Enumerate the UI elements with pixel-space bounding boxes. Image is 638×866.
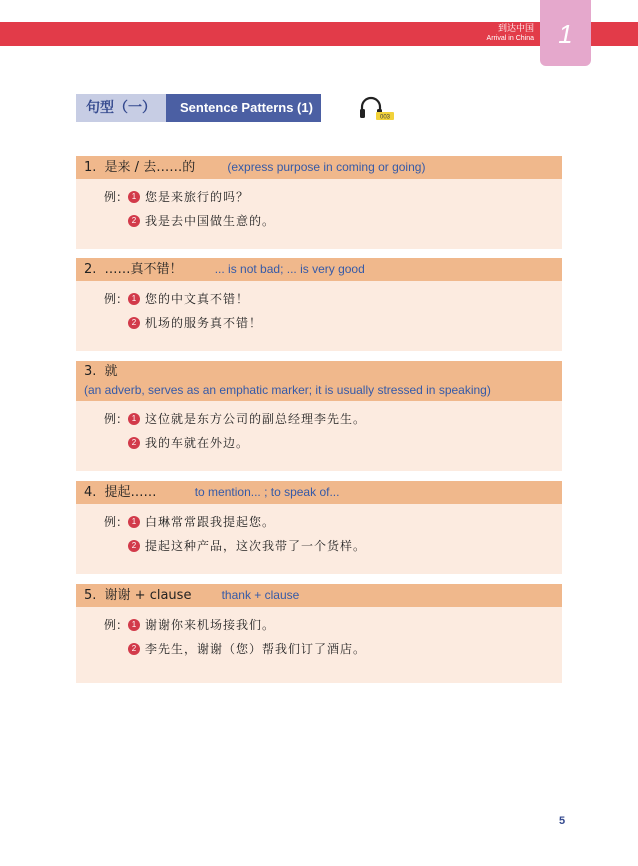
- pattern-gloss: thank + clause: [221, 588, 300, 602]
- example-sentence: 提起这种产品，这次我带了一个货样。: [145, 539, 367, 553]
- example-number: 1: [128, 516, 140, 528]
- example-number: 2: [128, 540, 140, 552]
- pattern-header: [76, 258, 562, 281]
- chapter-number-tab: 1: [540, 0, 591, 66]
- example-row: [104, 510, 562, 534]
- section-title-en: Sentence Patterns (1): [166, 94, 321, 122]
- example-row: [104, 407, 562, 431]
- example-sentence: 我的车就在外边。: [145, 436, 250, 450]
- example-sentence: 您是来旅行的吗？: [145, 190, 250, 204]
- pattern-examples: [76, 179, 562, 249]
- example-sentence: 谢谢你来机场接我们。: [145, 618, 276, 632]
- pattern-text: 是来 / 去……的: [104, 160, 196, 175]
- pattern-examples: [76, 504, 562, 574]
- page-number: 5: [559, 815, 566, 827]
- example-row: [104, 613, 562, 637]
- example-label: 例：: [104, 292, 129, 306]
- section-header: [76, 94, 321, 122]
- example-number: 2: [128, 643, 140, 655]
- example-sentence: 白琳常常跟我提起您。: [145, 515, 276, 529]
- example-sentence: 这位就是东方公司的副总经理李先生。: [145, 412, 367, 426]
- example-row: [104, 209, 562, 233]
- example-number: 1: [128, 293, 140, 305]
- example-row: [104, 534, 562, 558]
- pattern-header: [76, 584, 562, 607]
- example-number: 1: [128, 413, 140, 425]
- example-row: [104, 287, 562, 311]
- pattern-text: ……真不错！: [104, 262, 183, 277]
- example-label: 例：: [104, 618, 129, 632]
- example-sentence: 李先生，谢谢（您）帮我们订了酒店。: [145, 642, 367, 656]
- example-sentence: 您的中文真不错！: [145, 292, 250, 306]
- example-sentence: 我是去中国做生意的。: [145, 214, 276, 228]
- section-title-zh: 句型（一）: [76, 94, 166, 122]
- example-number: 1: [128, 619, 140, 631]
- chapter-title-en: Arrival in China: [486, 35, 534, 42]
- example-row: [104, 311, 562, 335]
- pattern-number: 4.: [84, 485, 97, 500]
- pattern-5: [76, 584, 562, 683]
- pattern-header: [76, 481, 562, 504]
- example-number: 1: [128, 191, 140, 203]
- example-sentence: 机场的服务真不错！: [145, 316, 263, 330]
- pattern-gloss: to mention... ; to speak of...: [194, 485, 340, 499]
- pattern-number: 5.: [84, 588, 97, 603]
- pattern-text: 谢谢 + clause: [104, 588, 192, 603]
- pattern-1: [76, 156, 562, 249]
- audio-button[interactable]: [357, 94, 397, 122]
- pattern-header: [76, 156, 562, 179]
- pattern-text: 就: [104, 364, 118, 379]
- pattern-examples: [76, 607, 562, 683]
- example-row: [104, 431, 562, 455]
- example-number: 2: [128, 215, 140, 227]
- example-label: 例：: [104, 412, 129, 426]
- example-number: 2: [128, 437, 140, 449]
- pattern-3: [76, 361, 562, 471]
- chapter-title: [487, 22, 534, 48]
- pattern-4: [76, 481, 562, 574]
- pattern-2: [76, 258, 562, 351]
- audio-track-number: 003: [379, 114, 391, 121]
- example-row: [104, 185, 562, 209]
- example-label: 例：: [104, 515, 129, 529]
- pattern-examples: [76, 401, 562, 471]
- pattern-number: 3.: [84, 364, 97, 379]
- example-row: [104, 637, 562, 661]
- pattern-header: [76, 361, 562, 401]
- pattern-gloss: (an adverb, serves as an emphatic marker; it is usually stressed in speaking): [84, 383, 491, 397]
- pattern-number: 2.: [84, 262, 97, 277]
- pattern-gloss: ... is not bad; ... is very good: [214, 262, 365, 276]
- example-label: 例：: [104, 190, 129, 204]
- headphones-icon: [357, 94, 397, 122]
- pattern-number: 1.: [84, 160, 97, 175]
- example-number: 2: [128, 317, 140, 329]
- pattern-gloss: (express purpose in coming or going): [227, 160, 426, 174]
- pattern-examples: [76, 281, 562, 351]
- pattern-text: 提起……: [104, 485, 157, 500]
- chapter-title-zh: 到达中国: [497, 24, 534, 34]
